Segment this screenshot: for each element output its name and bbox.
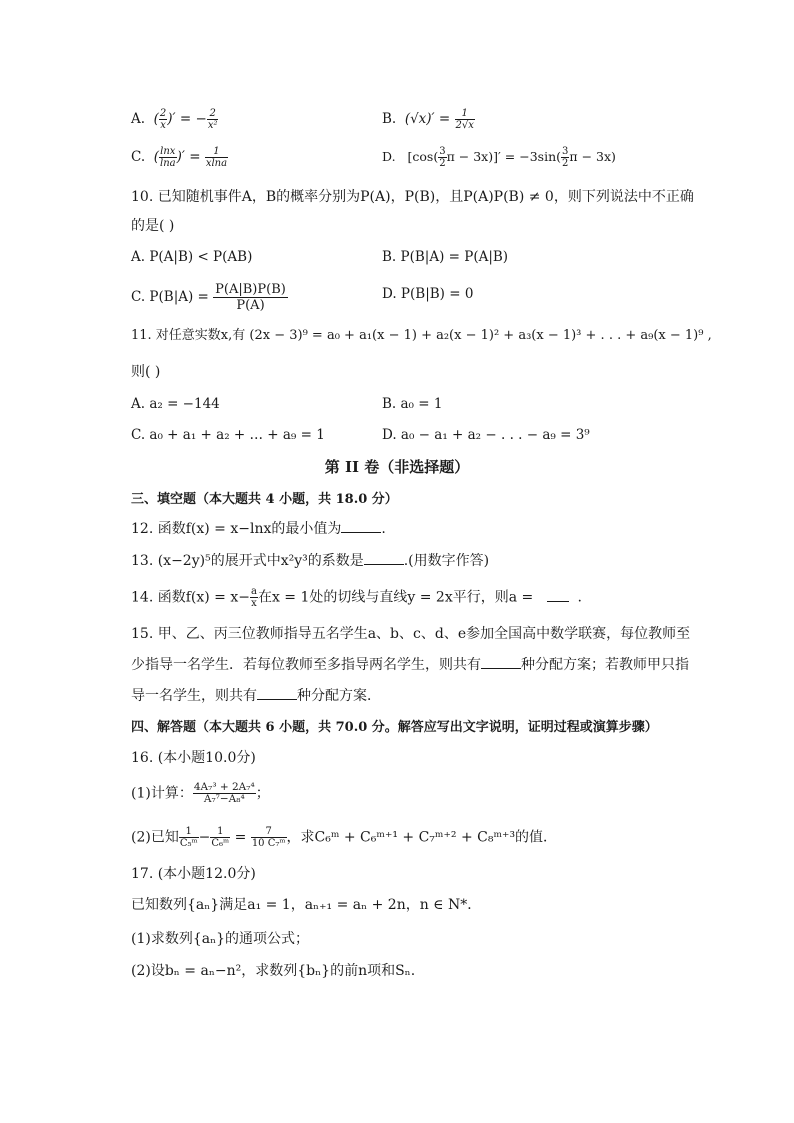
q9-option-c	[131, 146, 228, 169]
q17-line2: (1)求数列{aₙ}的通项公式；	[131, 931, 310, 947]
formula-part: −	[198, 829, 211, 846]
fraction-num: 4A₇³ + 2A₇⁴	[193, 781, 255, 793]
q11-option-c: C. a₀ + a₁ + a₂ + … + a₉ = 1	[131, 427, 325, 443]
formula-part: π − 3x)	[569, 149, 616, 164]
fraction	[193, 782, 256, 805]
q11-option-a: A. a₂ = −144	[131, 396, 220, 412]
section4-heading: 四、解答题（本大题共 6 小题，共 70.0 分。解答应写出文字说明，证明过程或演算步骤）	[131, 720, 658, 735]
q16-part1	[131, 782, 270, 805]
fraction-num: 3	[439, 146, 446, 157]
part2-title: 第 II 卷（非选择题）	[324, 458, 470, 476]
fraction-num: P(A|B)P(B)	[215, 282, 286, 297]
fraction-den: xlna	[205, 158, 228, 169]
fraction-num: 1	[210, 826, 230, 838]
answer-blank[interactable]	[257, 685, 297, 700]
q15-text: 种分配方案；若教师甲只指	[521, 657, 689, 673]
q14	[131, 586, 582, 609]
option-label: A.	[131, 111, 146, 127]
fraction-den: x	[160, 120, 166, 131]
fraction-num: 2	[159, 108, 167, 119]
fraction	[438, 146, 446, 169]
fraction-num: 2	[207, 108, 219, 120]
fraction-den: 10 C₇ᵐ	[251, 838, 286, 849]
option-label: D.	[382, 149, 396, 164]
fraction-num: 1	[179, 826, 199, 838]
q9-option-d	[382, 146, 616, 169]
formula-part: [cos(	[407, 149, 439, 164]
q10-option-c	[131, 282, 288, 313]
q17-line3: (2)设bₙ = aₙ−n²，求数列{bₙ}的前n项和Sₙ.	[131, 963, 416, 979]
fraction	[210, 826, 230, 849]
q16-part1-end: ；	[255, 785, 270, 802]
fraction	[251, 826, 287, 849]
fraction	[455, 108, 475, 131]
q12	[131, 518, 386, 539]
q16-part2-end: ，求C₆ᵐ + C₆ᵐ⁺¹ + C₇ᵐ⁺² + C₈ᵐ⁺³的值．	[286, 829, 558, 846]
answer-blank[interactable]	[481, 654, 521, 669]
q15-text: 种分配方案．	[297, 688, 381, 704]
q17-line1: 已知数列{aₙ}满足a₁ = 1，aₙ₊₁ = aₙ + 2n，n ∈ N*．	[131, 897, 482, 913]
answer-blank[interactable]	[364, 550, 404, 565]
q15-line1: 15. 甲、乙、丙三位教师指导五名学生a、b、c、d、e参加全国高中数学联赛，每位教师至	[131, 626, 691, 642]
formula: ( $\frac{2}{x}$ )′ = − $\frac{2}{\text{x²}}$	[149, 108, 218, 131]
answer-blank[interactable]	[547, 587, 569, 602]
fraction-num: 3	[562, 146, 569, 157]
q10-option-a: A. P(A|B) < P(AB)	[131, 249, 253, 265]
q16-part2-label: (2)已知	[131, 829, 179, 846]
fraction-den: C₅ᵐ	[179, 838, 198, 849]
q15-line3	[131, 685, 381, 706]
q13-text: 13. (x−2y)⁵的展开式中x²y³的系数是	[131, 553, 364, 569]
q14-end: .	[577, 589, 582, 606]
q12-end: .	[381, 521, 386, 537]
fraction-den: 2	[439, 158, 446, 169]
fraction-den: A₇⁷−A₈⁴	[203, 793, 245, 805]
fraction	[207, 108, 219, 131]
q10-stem-line2: 的是( )	[131, 218, 175, 234]
fraction-den: x²	[207, 120, 218, 131]
q10-stem-line1: 10. 已知随机事件A，B的概率分别为P(A)，P(B)，且P(A)P(B) ≠ 0，则下列说法中不正确	[131, 189, 694, 205]
q10-option-d: D. P(B|B) = 0	[382, 286, 474, 302]
q13-end: .(用数字作答)	[403, 553, 490, 569]
fraction-den: P(A)	[236, 298, 265, 313]
fraction	[205, 146, 228, 169]
q13	[131, 550, 489, 571]
q14-text-mid: 在x = 1处的切线与直线y = 2x平行，则a =	[257, 589, 538, 606]
q11-option-b: B. a₀ = 1	[382, 396, 443, 412]
q9-option-a	[131, 108, 218, 131]
fraction-den: C₆ᵐ	[211, 838, 230, 849]
fraction-den: lna	[160, 158, 176, 169]
fraction	[179, 826, 199, 849]
fraction	[159, 146, 177, 169]
option-label: C. P(B|A) =	[131, 289, 214, 305]
q15-line2	[131, 654, 689, 675]
section3-heading: 三、填空题（本大题共 4 小题，共 18.0 分）	[131, 492, 398, 507]
q16-part1-label: (1)计算：	[131, 785, 193, 802]
fraction-num: 7	[251, 826, 287, 838]
formula-part: =	[230, 829, 251, 846]
formula	[401, 108, 475, 131]
fraction-num: 1	[205, 146, 228, 158]
option-label: B.	[382, 111, 397, 127]
fraction	[213, 282, 288, 313]
formula: ( $\frac{\ln x}{\ln a}$ )′ = $\frac{1}{xlna}$	[149, 146, 228, 169]
fraction-den: 2√x	[455, 120, 474, 131]
q11-stem-line2: 则( )	[131, 364, 161, 380]
q16-head: 16. (本小题10.0分)	[131, 750, 256, 766]
q17-head: 17. (本小题12.0分)	[131, 866, 256, 882]
fraction-num: lnx	[160, 146, 176, 157]
formula-part: )′ = −	[167, 111, 207, 127]
fraction-num: 1	[455, 108, 475, 120]
q14-text: 14. 函数f(x) = x−	[131, 589, 250, 606]
formula-part: (√x)′ =	[404, 111, 455, 127]
q12-text: 12. 函数f(x) = x−lnx的最小值为	[131, 521, 342, 537]
q10-option-b: B. P(B|A) = P(A|B)	[382, 249, 509, 265]
answer-blank[interactable]	[341, 518, 381, 533]
formula-part: π − 3x)]′ = −3sin(	[446, 149, 561, 164]
option-label: C.	[131, 149, 146, 165]
fraction-den: x	[251, 598, 257, 609]
q11-stem-line1: 11. 对任意实数x,有 (2x − 3)⁹ = a₀ + a₁(x − 1) + a₂(x − 1)² + a₃(x − 1)³ + . . . + a₉(x − 1)⁹ ,	[131, 328, 712, 343]
formula	[400, 146, 616, 169]
q16-part2	[131, 826, 557, 849]
q11-option-d: D. a₀ − a₁ + a₂ − . . . − a₉ = 3⁹	[382, 427, 590, 443]
fraction-num: a	[250, 586, 257, 597]
q15-text: 导一名学生，则共有	[131, 688, 257, 704]
q9-option-b	[382, 108, 475, 131]
formula-part: )′ =	[176, 149, 205, 165]
q15-text: 少指导一名学生．若每位教师至多指导两名学生，则共有	[131, 657, 481, 673]
fraction	[250, 586, 258, 609]
fraction-den: 2	[562, 158, 569, 169]
